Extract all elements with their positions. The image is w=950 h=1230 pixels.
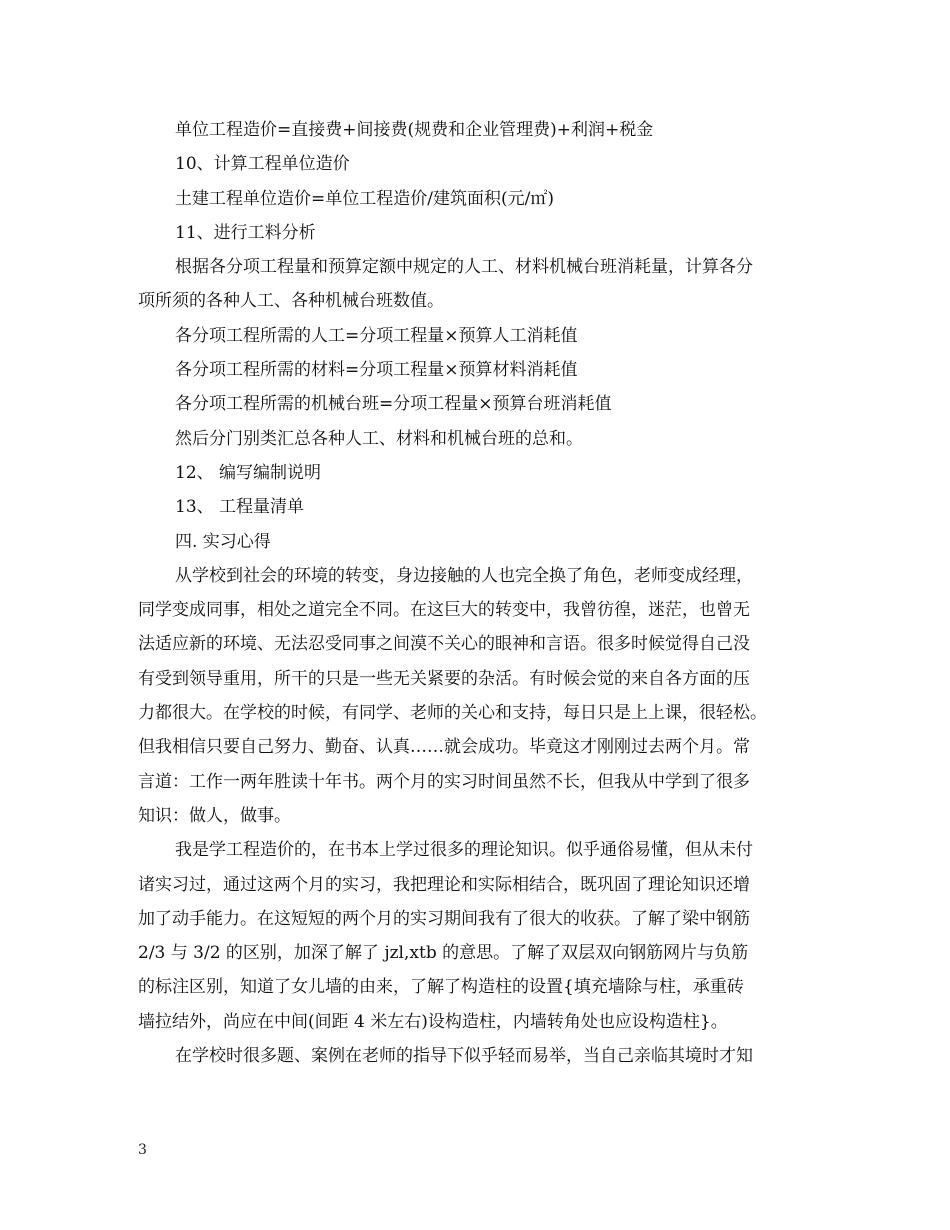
paragraph-line: 在学校时很多题、案例在老师的指导下似乎轻而易举，当自己亲临其境时才知 [175, 1046, 753, 1067]
paragraph-line: 有受到领导重用，所干的只是一些无关紧要的杂活。有时候会觉的来自各方面的压 [138, 668, 750, 689]
paragraph-line: 根据各分项工程量和预算定额中规定的人工、材料机械台班消耗量，计算各分 [175, 257, 753, 278]
step-10-heading: 10、计算工程单位造价 [175, 154, 350, 175]
formula-unit-cost: 单位工程造价=直接费+间接费(规费和企业管理费)+利润+税金 [175, 120, 654, 140]
paragraph-line: 从学校到社会的环境的转变，身边接触的人也完全换了角色，老师变成经理， [175, 565, 753, 586]
paragraph-experience-3 [138, 1039, 813, 1073]
step-11-heading: 11、进行工料分析 [175, 222, 316, 243]
paragraph-line: 但我相信只要自己努力、勤奋、认真……就会成功。毕竟这才刚刚过去两个月。常 [138, 737, 750, 758]
paragraph-line: 言道：工作一两年胜读十年书。两个月的实习时间虽然不长，但我从中学到了很多 [138, 771, 750, 792]
paragraph-line: 诸实习过，通过这两个月的实习，我把理论和实际相结合，既巩固了理论知识还增 [138, 874, 750, 895]
paragraph-line: 墙拉结外，尚应在中间(间距 4 米左右)设构造柱，内墙转角处也应设构造柱}。 [138, 1011, 728, 1032]
paragraph-line: 2/3 与 3/2 的区别，加深了解了 jzl,xtb 的意思。了解了双层双向钢筋网片与负筋 [138, 943, 749, 964]
paragraph-line: 法适应新的环境、无法忍受同事之间漠不关心的眼神和言语。很多时候觉得自己没 [138, 634, 750, 655]
formula-material: 各分项工程所需的材料=分项工程量×预算材料消耗值 [175, 360, 578, 381]
paragraph-line: 知识：做人，做事。 [138, 805, 291, 826]
paragraph-line: 力都很大。在学校的时候，有同学、老师的关心和支持，每日只是上上课，很轻松。 [138, 703, 767, 724]
paragraph-line: 的标注区别，知道了女儿墙的由来，了解了构造柱的设置{填充墙除与柱，承重砖 [138, 977, 744, 998]
summary-line: 然后分门别类汇总各种人工、材料和机械台班的总和。 [175, 428, 583, 449]
page-number: 3 [138, 1142, 147, 1158]
paragraph-line: 加了动手能力。在这短短的两个月的实习期间我有了很大的收获。了解了梁中钢筋 [138, 908, 750, 929]
formula-machine: 各分项工程所需的机械台班=分项工程量×预算台班消耗值 [175, 394, 612, 415]
paragraph-analysis [138, 250, 813, 319]
paragraph-experience-2 [138, 833, 813, 1039]
document-body [138, 113, 813, 1073]
section-4-heading: 四. 实习心得 [175, 531, 271, 552]
paragraph-line: 同学变成同事，相处之道完全不同。在这巨大的转变中，我曾彷徨，迷茫，也曾无 [138, 600, 750, 621]
formula-civil-unit-cost: 土建工程单位造价=单位工程造价/建筑面积(元/㎡) [175, 188, 554, 209]
formula-labor: 各分项工程所需的人工=分项工程量×预算人工消耗值 [175, 325, 578, 346]
step-13-heading: 13、 工程量清单 [175, 497, 305, 518]
paragraph-line: 项所须的各种人工、各种机械台班数值。 [138, 291, 444, 312]
paragraph-experience-1 [138, 559, 813, 833]
paragraph-line: 我是学工程造价的，在书本上学过很多的理论知识。似乎通俗易懂，但从未付 [175, 840, 753, 861]
step-12-heading: 12、 编写编制说明 [175, 462, 322, 483]
